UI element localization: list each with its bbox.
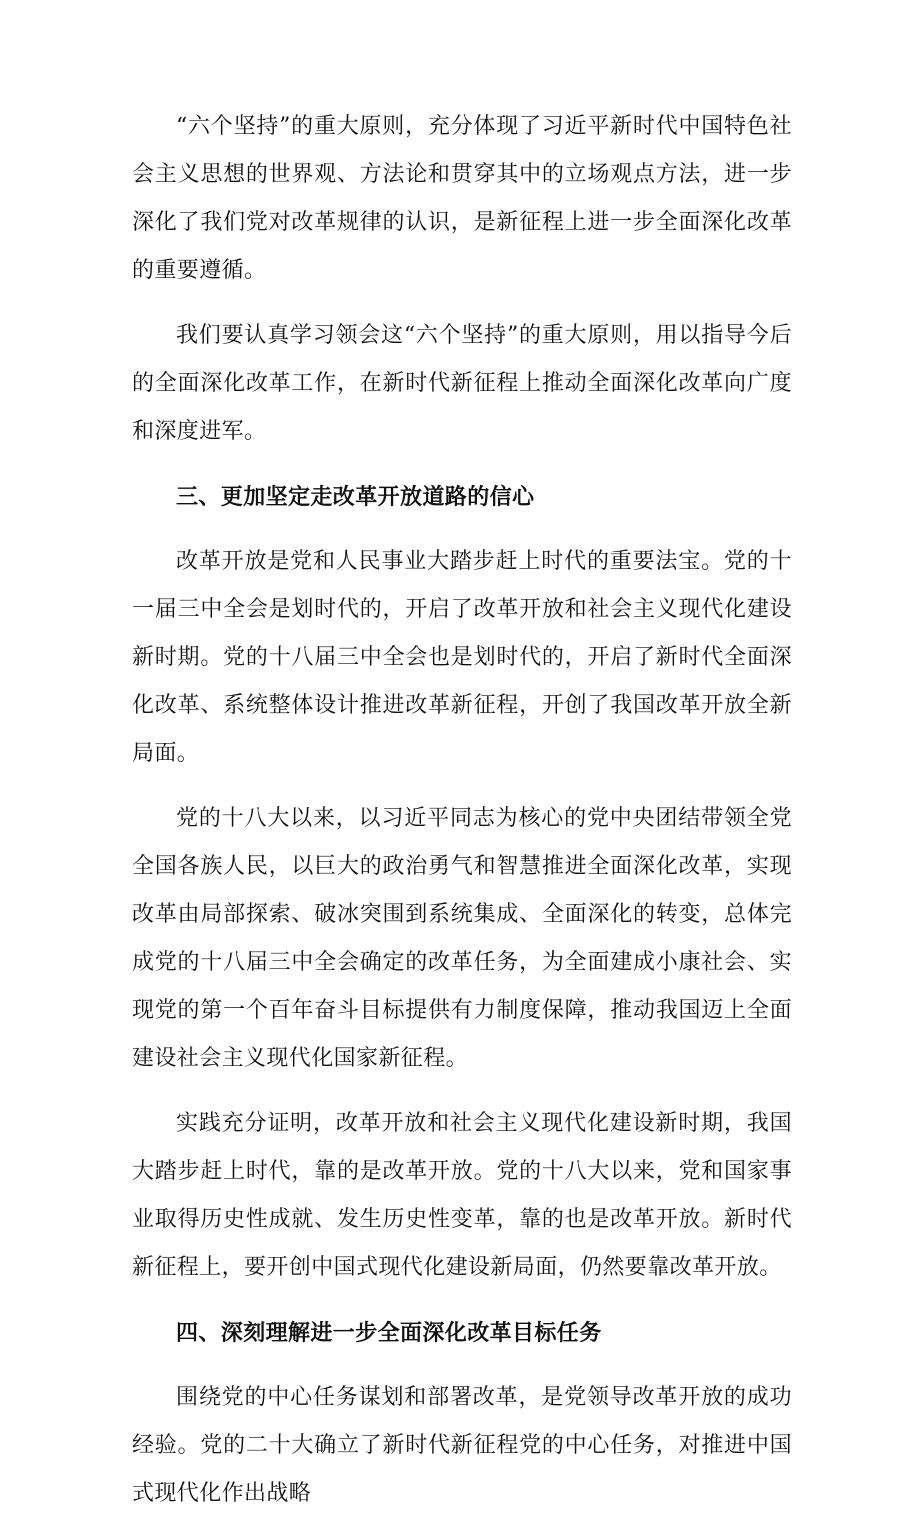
section-heading-4: 四、深刻理解进一步全面深化改革目标任务: [176, 1320, 602, 1346]
paragraph-since-18th-congress: 党的十八大以来，以习近平同志为核心的党中央团结带领全党全国各族人民，以巨大的政治勇气和智慧推进全面深化改革，实现改革由局部探索、破冰突围到系统集成、全面深化的转变，总体完成党的十八届三中全会确定的改革任务，为全面建成小康社会、实现党的第一个百年奋斗目标提供有力制度保障，推动我国迈上全面建设社会主义现代化国家新征程。: [132, 806, 792, 1071]
paragraph-six-principles: “六个坚持”的重大原则，充分体现了习近平新时代中国特色社会主义思想的世界观、方法论和贯穿其中的立场观点方法，进一步深化了我们党对改革规律的认识，是新征程上进一步全面深化改革的重要遵循。: [132, 114, 792, 283]
paragraph-study-principles: 我们要认真学习领会这“六个坚持”的重大原则，用以指导今后的全面深化改革工作，在新时代新征程上推动全面深化改革向广度和深度进军。: [132, 323, 792, 444]
paragraph-reform-opening-treasure: 改革开放是党和人民事业大踏步赶上时代的重要法宝。党的十一届三中全会是划时代的，开启了改革开放和社会主义现代化建设新时期。党的十八届三中全会也是划时代的，开启了新时代全面深化改革、系统整体设计推进改革新征程，开创了我国改革开放全新局面。: [132, 549, 792, 766]
paragraph-practice-proves: 实践充分证明，改革开放和社会主义现代化建设新时期，我国大踏步赶上时代，靠的是改革开放。党的十八大以来，党和国家事业取得历史性成就、发生历史性变革，靠的也是改革开放。新时代新征程上，要开创中国式现代化建设新局面，仍然要靠改革开放。: [132, 1111, 792, 1280]
paragraph-central-task: 围绕党的中心任务谋划和部署改革，是党领导改革开放的成功经验。党的二十大确立了新时代新征程党的中心任务，对推进中国式现代化作出战略: [132, 1385, 792, 1506]
document-body: [132, 103, 792, 1535]
section-heading-3: 三、更加坚定走改革开放道路的信心: [176, 484, 535, 510]
